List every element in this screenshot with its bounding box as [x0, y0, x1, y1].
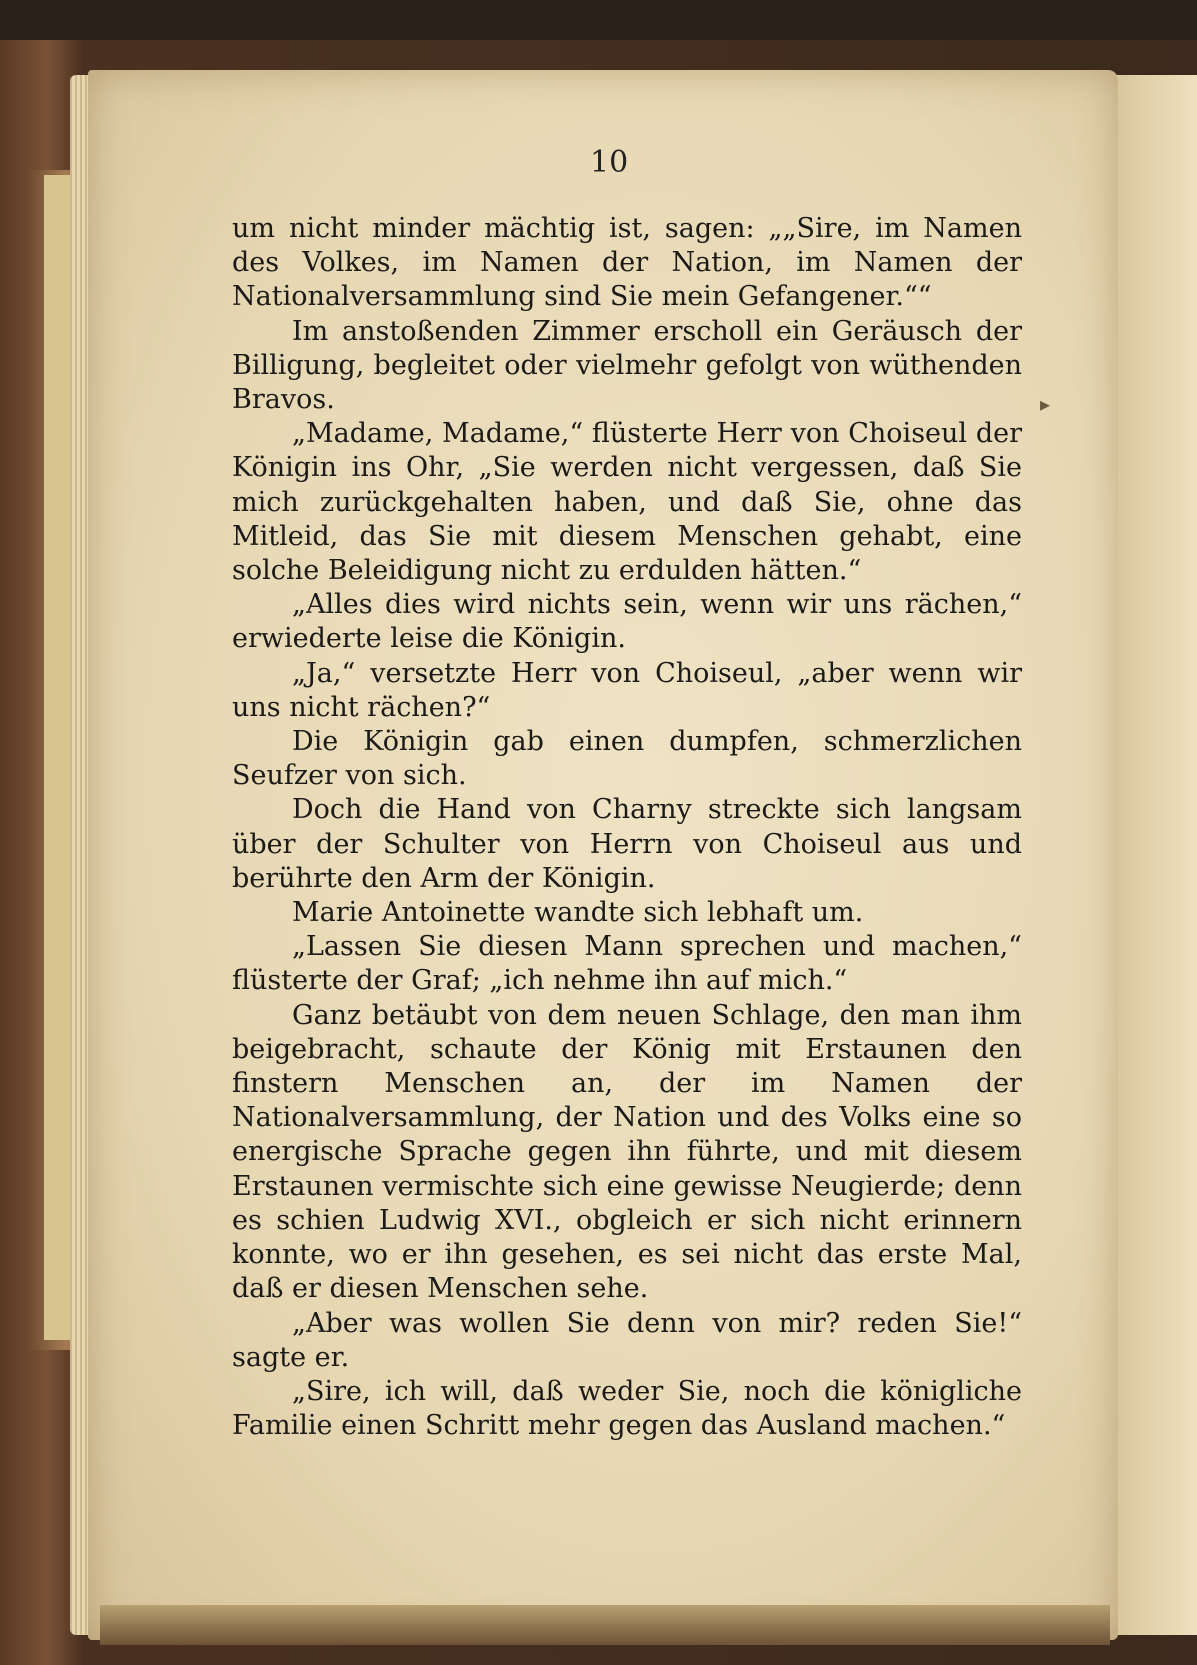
- paragraph: Im anstoßenden Zimmer erscholl ein Geräusch der Billigung, begleitet oder vielmehr gefolgt von wüthenden Bravos.: [232, 315, 1022, 416]
- paragraph: „Lassen Sie diesen Mann sprechen und machen,“ flüsterte der Graf; „ich nehme ihn auf mich.“: [232, 931, 1022, 997]
- paragraph: „Aber was wollen Sie denn von mir? reden Sie!“ sagte er.: [232, 1307, 1022, 1373]
- page-bottom-edge: [100, 1605, 1110, 1645]
- paragraph: Marie Antoinette wandte sich lebhaft um.: [292, 897, 864, 929]
- facing-page-edge: [1118, 75, 1197, 1635]
- paragraph: Die Königin gab einen dumpfen, schmerzlichen Seufzer von sich.: [232, 726, 1022, 792]
- margin-mark-icon: ▸: [1040, 392, 1051, 416]
- paragraph: „Ja,“ versetzte Herr von Choiseul, „aber wenn wir uns nicht rächen?“: [232, 657, 1022, 723]
- paragraph: „Alles dies wird nichts sein, wenn wir uns rächen,“ erwiederte leise die Königin.: [232, 589, 1022, 655]
- page-text: [232, 212, 1022, 1443]
- paragraph: Ganz betäubt von dem neuen Schlage, den man ihm beigebracht, schaute der König mit Erstaunen den finstern Menschen an, der im Namen der Nationalversammlung, der Nation und des Volks eine so energische Sprache gegen ihn führte, und mit diesem Erstaunen vermischte sich eine gewisse Neugierde; denn es schien Ludwig XVI., obgleich er sich nicht erinnern konnte, wo er ihn gesehen, es sei nicht das erste Mal, daß er diesen Menschen sehe.: [232, 999, 1022, 1305]
- paragraph: Doch die Hand von Charny streckte sich langsam über der Schulter von Herrn von Choiseul aus und berührte den Arm der Königin.: [232, 794, 1022, 894]
- paragraph: „Madame, Madame,“ flüsterte Herr von Choiseul der Königin ins Ohr, „Sie werden nicht vergessen, daß Sie mich zurückgehalten haben, und daß Sie, ohne das Mitleid, das Sie mit diesem Menschen gehabt, eine solche Beleidigung nicht zu erdulden hätten.“: [232, 418, 1022, 587]
- page-number: 10: [590, 145, 629, 180]
- paragraph: „Sire, ich will, daß weder Sie, noch die königliche Familie einen Schritt mehr gegen das Ausland machen.“: [232, 1375, 1022, 1442]
- paragraph: um nicht minder mächtig ist, sagen: „„Sire, im Namen des Volkes, im Namen der Nation, im Namen der Nationalversammlung sind Sie mein Gefangener.““: [232, 213, 1022, 313]
